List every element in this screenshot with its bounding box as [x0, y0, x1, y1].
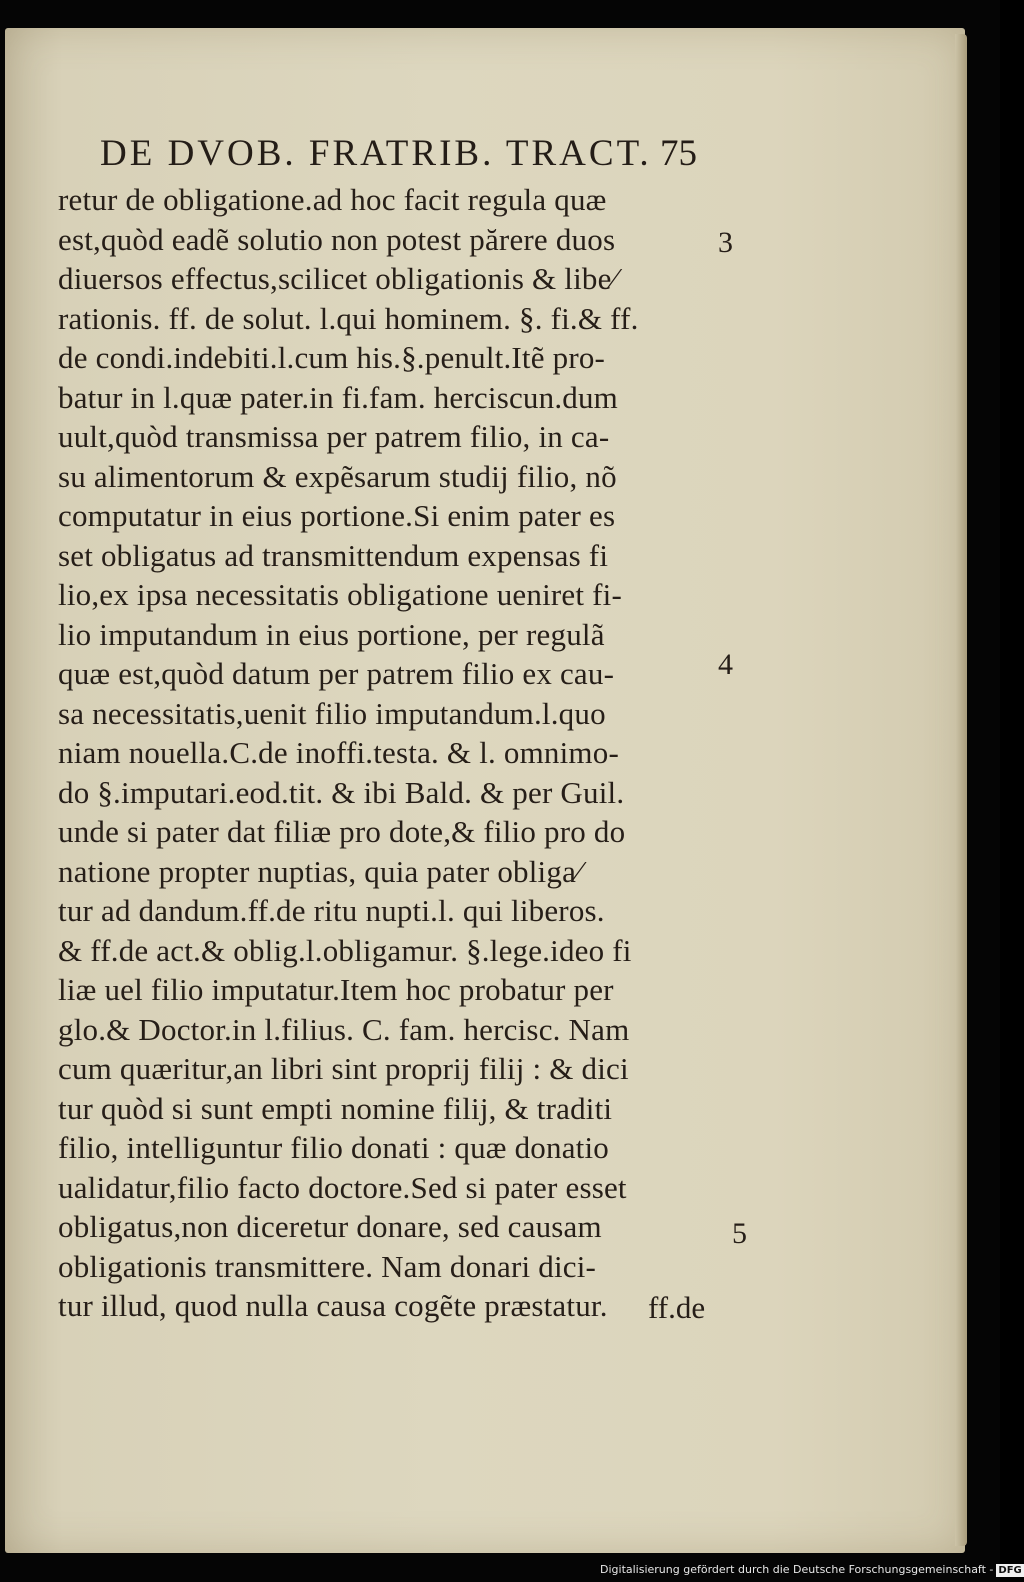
text-line: & ff.de act.& oblig.l.obligamur. §.lege.ideo fi: [58, 932, 632, 968]
text-line: liæ uel filio imputatur.Item hoc probatur per: [58, 972, 614, 1007]
text-line: est,quòd eadẽ solutio non potest părere duos: [58, 221, 616, 257]
margin-note-3: 3: [718, 226, 733, 259]
text-line: tur quòd si sunt empti nomine filij, & traditi: [58, 1090, 613, 1126]
text-line: lio imputandum in eius portione, per regulã: [58, 616, 605, 652]
text-line: su alimentorum & expẽsarum studij filio, nõ: [58, 458, 617, 494]
page-edge: [955, 34, 967, 1546]
text-line: computatur in eius portione.Si enim pater es: [58, 498, 616, 533]
text-line: sa necessitatis,uenit filio imputandum.l.quo: [58, 695, 606, 731]
text-line: ualidatur,filio facto doctore.Sed si pater esset: [58, 1169, 627, 1205]
page-number: 75: [660, 133, 697, 174]
text-line: rationis. ff. de solut. l.qui hominem. §. fi.& ff.: [58, 300, 639, 336]
text-line: obligatus,non diceretur donare, sed causam: [58, 1209, 602, 1244]
text-line: do §.imputari.eod.tit. & ibi Bald. & per Guil.: [58, 774, 625, 810]
text-line: set obligatus ad transmittendum expensas fi: [58, 537, 609, 573]
text-line: obligationis transmittere. Nam donari dici-: [58, 1248, 597, 1284]
text-line: tur ad dandum.ff.de ritu nupti.l. qui liberos.: [58, 893, 605, 928]
text-line: cum quæritur,an libri sint proprij filij : & dici: [58, 1051, 629, 1086]
text-line: diuersos effectus,scilicet obligationis & libe⁄: [58, 261, 617, 296]
running-head: [0, 132, 1000, 182]
running-head-title: DE DVOB. FRATRIB. TRACT.: [100, 133, 652, 174]
margin-note-4: 4: [718, 648, 733, 681]
text-line: natione propter nuptias, quia pater obliga⁄: [58, 853, 582, 889]
margin-note-5: 5: [732, 1217, 747, 1250]
body-text: [58, 180, 718, 1326]
text-line: niam nouella.C.de inoffi.testa. & l. omnimo-: [58, 735, 619, 770]
credit-text: Digitalisierung gefördert durch die Deutsche Forschungsgemeinschaft -: [600, 1563, 994, 1576]
text-line: de condi.indebiti.l.cum his.§.penult.Itẽ pro-: [58, 340, 606, 375]
catchword: ff.de: [648, 1290, 706, 1325]
text-line: unde si pater dat filiæ pro dote,& filio pro do: [58, 814, 626, 849]
text-line: batur in l.quæ pater.in fi.fam. herciscun.dum: [58, 379, 618, 415]
dfg-logo: DFG: [998, 1564, 1022, 1576]
text-line: glo.& Doctor.in l.filius. C. fam. hercisc. Nam: [58, 1011, 630, 1047]
text-line: lio,ex ipsa necessitatis obligatione ueniret fi-: [58, 577, 622, 612]
text-line: tur illud, quod nulla causa cogẽte præstatur.: [58, 1288, 608, 1323]
digitization-credit: [600, 1563, 1022, 1581]
text-line: quæ est,quòd datum per patrem filio ex cau-: [58, 656, 615, 691]
text-line: retur de obligatione.ad hoc facit regula quæ: [58, 182, 607, 217]
text-line: uult,quòd transmissa per patrem filio, in ca-: [58, 419, 610, 454]
text-line: filio, intelliguntur filio donati : quæ donatio: [58, 1130, 609, 1165]
